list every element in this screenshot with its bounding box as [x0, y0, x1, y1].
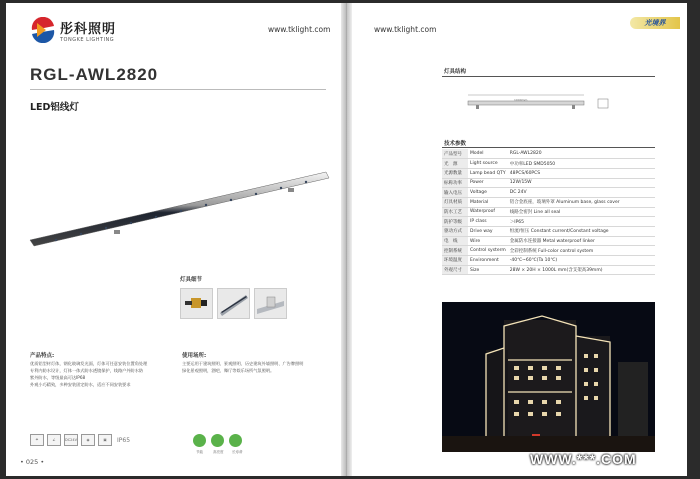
spec-row	[442, 246, 655, 256]
spec-label-en: Power	[468, 178, 508, 188]
params-divider	[442, 147, 655, 148]
spec-label-cn: 防水工艺	[442, 207, 468, 217]
spec-row	[442, 159, 655, 169]
spec-label-cn: 环境温度	[442, 256, 468, 266]
spec-label-cn: 输入电压	[442, 188, 468, 198]
right-page	[352, 3, 687, 476]
spec-label-en: Environment	[468, 256, 508, 266]
spec-value: RGL-AWL2820	[508, 149, 655, 159]
spec-label-en: Drive way	[468, 227, 508, 237]
spec-row	[442, 178, 655, 188]
spec-label-cn: 标称功率	[442, 178, 468, 188]
feature-line: 紫外防水，等级最高可达IP68	[30, 375, 86, 380]
spec-label-en: IP class	[468, 217, 508, 227]
detail-connector-image	[180, 288, 213, 319]
usage-text	[182, 360, 332, 374]
structure-drawing	[464, 89, 614, 119]
spec-label-en: Size	[468, 265, 508, 275]
website-url[interactable]: www.tklight.com	[268, 25, 331, 34]
product-image	[26, 158, 331, 258]
spec-row	[442, 256, 655, 266]
spec-row	[442, 236, 655, 246]
long-life-icon	[229, 434, 242, 447]
spec-row	[442, 149, 655, 159]
spec-value: 全彩控制系统 Full-color control system	[508, 246, 655, 256]
features-title: 产品特点:	[30, 353, 55, 359]
spec-row	[442, 217, 655, 227]
feature-line: 优质铝型材灯体，钢化玻璃发光面，灯体可任意安装位置角处理	[30, 361, 148, 366]
spec-value: 铝合金底座，玻璃外罩 Aluminum base, glass cover	[508, 197, 655, 207]
usage-line: 绿化景观照明，酒吧、舞厅等娱乐场所气氛照明。	[182, 368, 275, 373]
feature-label: 节能	[196, 450, 203, 454]
spec-label-cn: 电 线	[442, 236, 468, 246]
spec-value: 28W × 20H × 1000L mm(含支架高39mm)	[508, 265, 655, 275]
spec-value: ＞IP65	[508, 217, 655, 227]
product-model: RGL-AWL2820	[30, 65, 159, 84]
spec-row	[442, 188, 655, 198]
spec-label-cn: 控制系统	[442, 246, 468, 256]
spec-row	[442, 207, 655, 217]
spec-label-en: Model	[468, 149, 508, 159]
page-number: • 025 •	[20, 458, 45, 466]
usage-title: 使用场所:	[182, 353, 207, 359]
spec-value: 48PCS/60PCS	[508, 168, 655, 178]
product-subtitle: LED铝线灯	[30, 102, 79, 113]
spec-row	[442, 197, 655, 207]
logo-icon	[30, 17, 56, 43]
spec-label-cn: 产品型号	[442, 149, 468, 159]
spec-label-en: Light source	[468, 159, 508, 169]
watermark: WWW.***.COM	[530, 451, 637, 467]
spec-label-cn: 驱动方式	[442, 227, 468, 237]
energy-saving-icon	[193, 434, 206, 447]
detail-bracket-image	[254, 288, 287, 319]
spec-row	[442, 227, 655, 237]
spec-label-en: Waterproof	[468, 207, 508, 217]
brand-name-en: TONGKE LIGHTING	[60, 36, 115, 43]
structure-title: 灯具结构	[444, 69, 467, 75]
detail-lens-image	[217, 288, 250, 319]
spec-value: 金属防水连接器 Metal waterproof linker	[508, 236, 655, 246]
params-title: 技术参数	[444, 141, 467, 147]
spec-label-cn: 光源数量	[442, 168, 468, 178]
high-brightness-icon	[211, 434, 224, 447]
angle-icon: ∠	[47, 434, 61, 446]
feature-label: 高亮度	[213, 450, 224, 454]
feature-label: 长寿命	[232, 450, 243, 454]
spec-value: 线路全密封 Line all seal	[508, 207, 655, 217]
brand-name-cn: 彤科照明	[60, 21, 117, 37]
spec-value: 中功率LED SMD5050	[508, 159, 655, 169]
website-url[interactable]: www.tklight.com	[374, 25, 437, 34]
feature-line: 专利内防水设计，灯体一体式防水透镜保护，线路户外防水防	[30, 368, 144, 373]
brand-logo	[30, 17, 116, 43]
spec-value: 12W/15W	[508, 178, 655, 188]
spec-icons	[30, 434, 130, 446]
bulb-icon: ◉	[81, 434, 95, 446]
spec-value: 恒流/恒压 Constant current/Constant voltage	[508, 227, 655, 237]
spec-label-cn: 防护等级	[442, 217, 468, 227]
feature-line: 外观小巧精致，多种安装固定防水，适应不同安装要求	[30, 382, 131, 387]
spec-value: -40℃~60℃(Ta 10℃)	[508, 256, 655, 266]
book-spine	[341, 3, 352, 476]
spec-label-en: Material	[468, 197, 508, 207]
spec-label-en: Voltage	[468, 188, 508, 198]
spec-label-en: Wire	[468, 236, 508, 246]
ip-rating: IP65	[117, 436, 131, 444]
spec-value: DC 24V	[508, 188, 655, 198]
left-page	[6, 3, 341, 476]
usage-line: 主要运用于建筑照明、景观照明、历史建筑外墙照明、广告牌照明	[182, 361, 304, 366]
spec-label-cn: 外观尺寸	[442, 265, 468, 275]
spec-row	[442, 265, 655, 275]
structure-divider	[442, 76, 655, 77]
led-icon: ▣	[98, 434, 112, 446]
spec-label-en: Control systerm	[468, 246, 508, 256]
spec-label-en: Lamp bead QTY	[468, 168, 508, 178]
title-divider	[30, 89, 326, 90]
feature-icons	[193, 434, 242, 447]
specs-table	[442, 149, 655, 275]
spec-label-cn: 灯具材质	[442, 197, 468, 207]
voltage-icon: DC24V	[64, 434, 78, 446]
spec-row	[442, 168, 655, 178]
features-text	[30, 360, 170, 388]
waterproof-icon: ☂	[30, 434, 44, 446]
brand-badge: 光境界	[630, 17, 680, 29]
dimension-label: 1000mm	[514, 98, 528, 102]
spec-label-cn: 光 源	[442, 159, 468, 169]
details-title: 灯具细节	[180, 277, 203, 283]
building-night-photo	[442, 302, 655, 452]
